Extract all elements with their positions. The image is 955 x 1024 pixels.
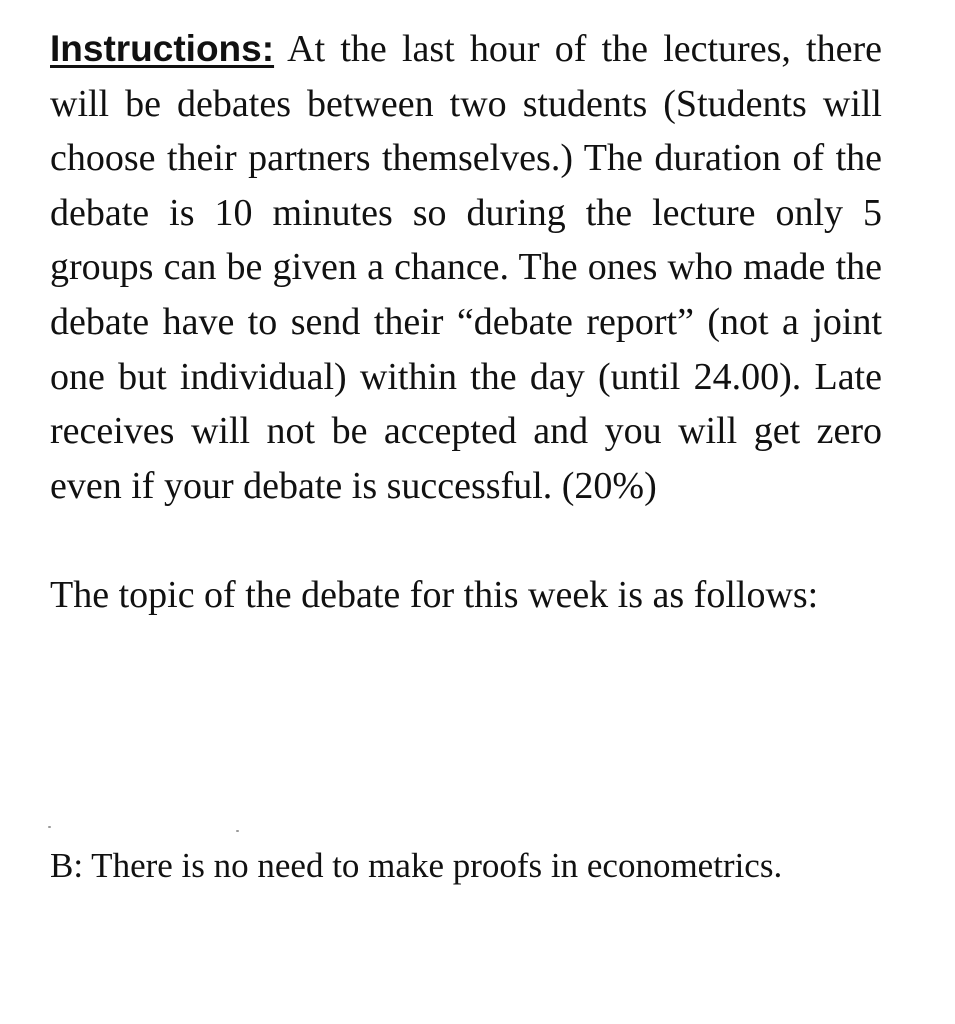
document-body (50, 22, 882, 623)
instructions-label: Instructions: (50, 28, 275, 69)
instructions-paragraph (50, 22, 882, 513)
scan-speck (236, 830, 239, 832)
topic-intro: The topic of the debate for this week is as follows: (50, 574, 819, 617)
debate-statement: B: There is no need to make proofs in econometrics. (50, 846, 783, 885)
scan-speck (48, 826, 51, 828)
instructions-text: At the last hour of the lectures, there will be debates between two students (Students will choose their partners themselves.) The duration of the debate is 10 minutes so during the lecture only 5 groups can be given a chance. The ones who made the debate have to send their “debate report” (not a joint one but individual) within the day (until 24.00). Late receives will not be accepted and you will get zero even if your debate is successful. (20%) (50, 28, 882, 507)
